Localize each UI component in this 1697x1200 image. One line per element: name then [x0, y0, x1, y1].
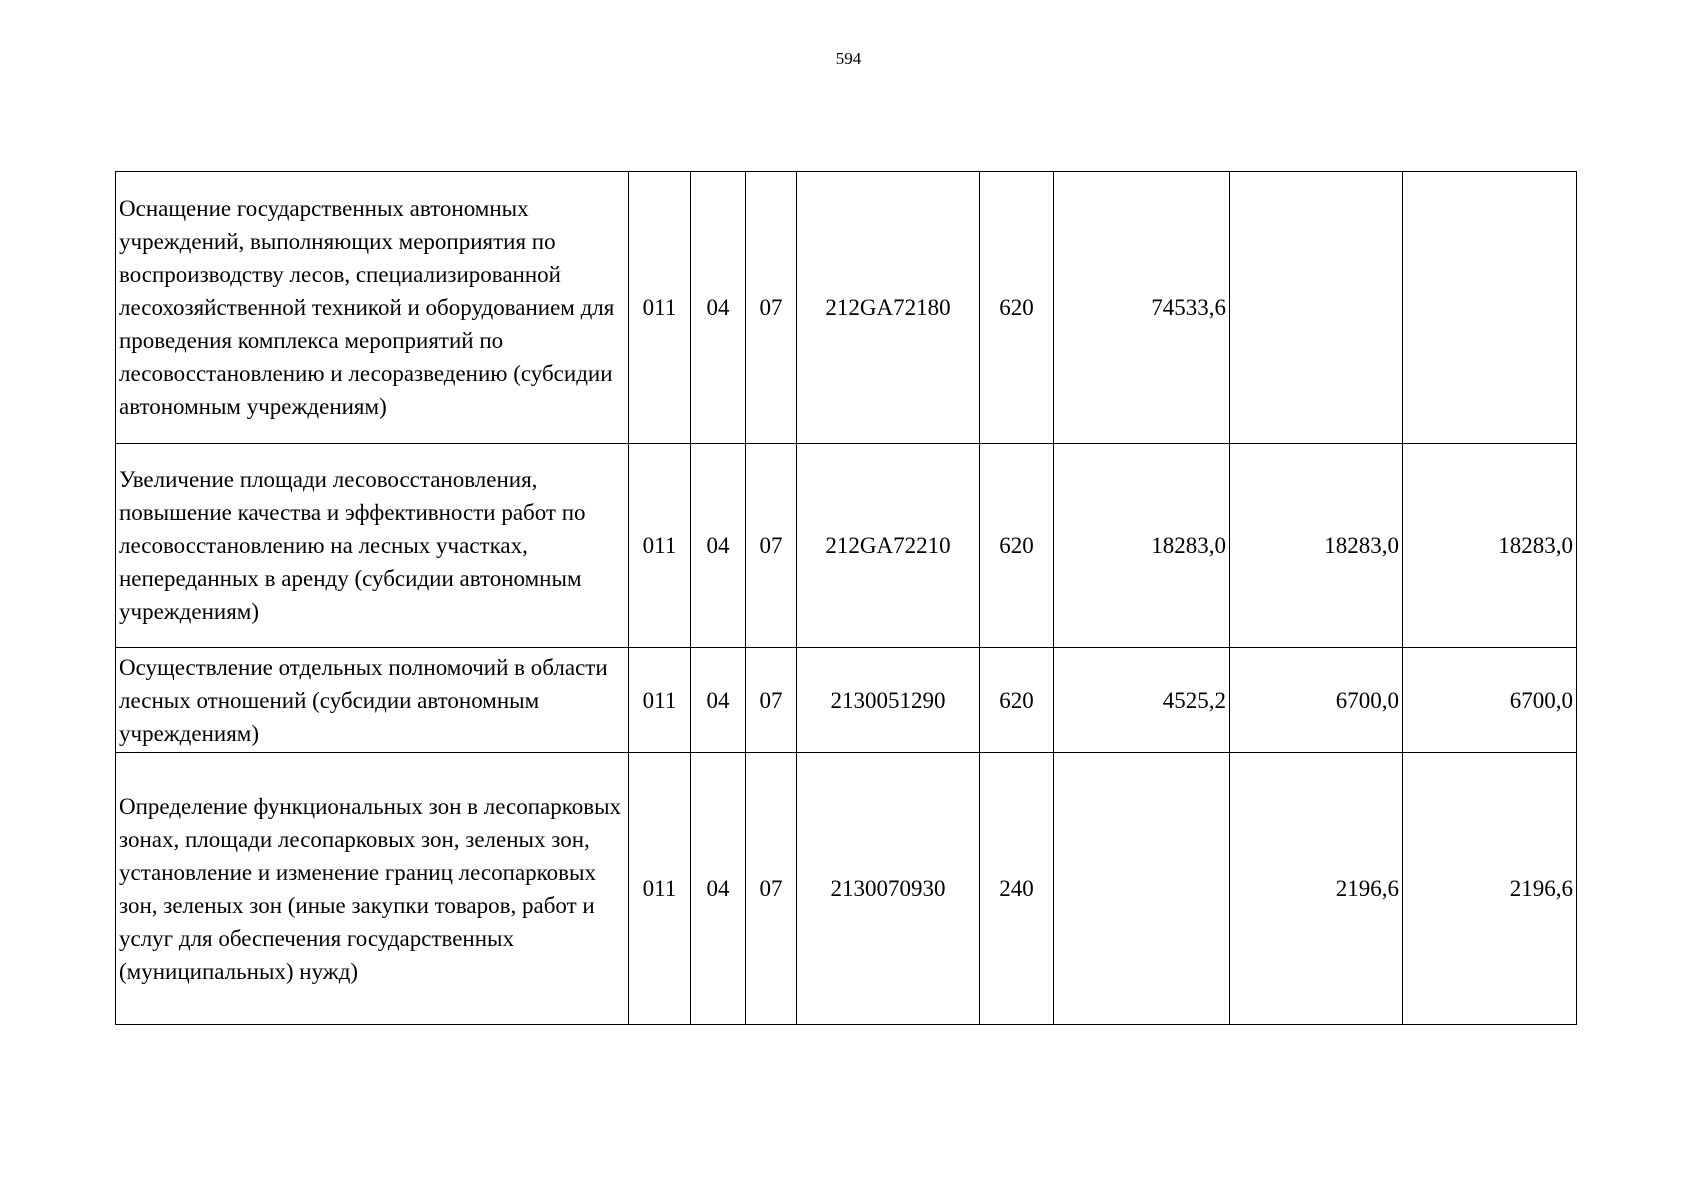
- expense-type-code: 620: [980, 172, 1054, 444]
- subsection-code: 07: [746, 753, 797, 1025]
- row-description: Увеличение площади лесовосстановления, повышение качества и эффективности работ по лесовосстановлению на лесных участках, непереданных в аренду (субсидии автономным учреждениям): [116, 444, 629, 648]
- table-row: [116, 444, 1577, 648]
- section-code: 04: [691, 648, 746, 753]
- table-row: [116, 648, 1577, 753]
- amount-1: [1054, 753, 1230, 1025]
- amount-3: 6700,0: [1403, 648, 1577, 753]
- page-number: 594: [835, 49, 862, 68]
- amount-3: 18283,0: [1403, 444, 1577, 648]
- amount-3: 2196,6: [1403, 753, 1577, 1025]
- budget-table: [115, 171, 1577, 1025]
- amount-1: 4525,2: [1054, 648, 1230, 753]
- ministry-code: 011: [629, 648, 691, 753]
- table-row: [116, 753, 1577, 1025]
- target-article-code: 212GA72210: [797, 444, 980, 648]
- subsection-code: 07: [746, 172, 797, 444]
- target-article-code: 2130070930: [797, 753, 980, 1025]
- ministry-code: 011: [629, 172, 691, 444]
- ministry-code: 011: [629, 753, 691, 1025]
- target-article-code: 212GA72180: [797, 172, 980, 444]
- section-code: 04: [691, 444, 746, 648]
- target-article-code: 2130051290: [797, 648, 980, 753]
- amount-2: 2196,6: [1230, 753, 1403, 1025]
- table-row: [116, 172, 1577, 444]
- expense-type-code: 620: [980, 444, 1054, 648]
- amount-3: [1403, 172, 1577, 444]
- section-code: 04: [691, 172, 746, 444]
- ministry-code: 011: [629, 444, 691, 648]
- row-description: Осуществление отдельных полномочий в области лесных отношений (субсидии автономным учреждениям): [116, 648, 629, 753]
- amount-1: 74533,6: [1054, 172, 1230, 444]
- subsection-code: 07: [746, 648, 797, 753]
- amount-2: 18283,0: [1230, 444, 1403, 648]
- row-description: Определение функциональных зон в лесопарковых зонах, площади лесопарковых зон, зеленых зон, установление и изменение границ лесопарковых зон, зеленых зон (иные закупки товаров, работ и услуг для обеспечения государственных (муниципальных) нужд): [116, 753, 629, 1025]
- expense-type-code: 240: [980, 753, 1054, 1025]
- row-description: Оснащение государственных автономных учреждений, выполняющих мероприятия по воспроизводству лесов, специализированной лесохозяйственной техникой и оборудованием для проведения комплекса мероприятий по лесовосстановлению и лесоразведению (субсидии автономным учреждениям): [116, 172, 629, 444]
- section-code: 04: [691, 753, 746, 1025]
- expense-type-code: 620: [980, 648, 1054, 753]
- amount-2: 6700,0: [1230, 648, 1403, 753]
- amount-2: [1230, 172, 1403, 444]
- subsection-code: 07: [746, 444, 797, 648]
- amount-1: 18283,0: [1054, 444, 1230, 648]
